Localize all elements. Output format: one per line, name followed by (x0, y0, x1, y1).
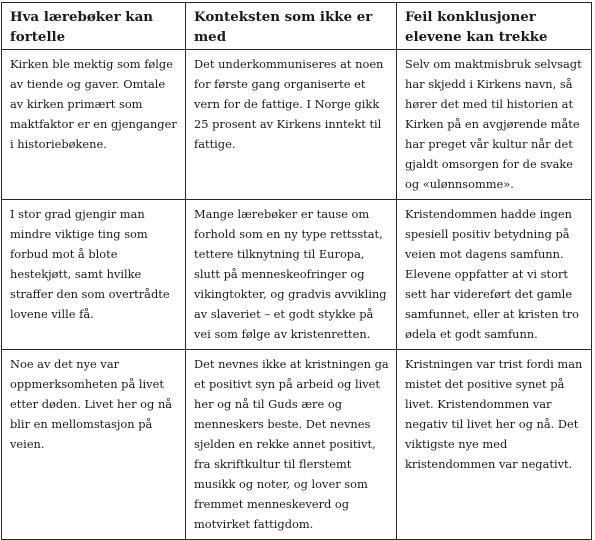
table-row (2, 350, 592, 540)
table-cell: Noe av det nye var oppmerksomheten på livet etter døden. Livet her og nå blir en mellomstasjon på veien. (2, 350, 186, 540)
table-header (2, 3, 592, 50)
table-cell: I stor grad gjengir man mindre viktige ting som forbud mot å blote hestekjøtt, samt hvilke straffer den som overtrådte lovene ville få. (2, 200, 186, 350)
table-cell: Mange lærebøker er tause om forhold som en ny type rettsstat, tettere tilknytning til Europa, slutt på menneskeofringer og vikingtokter, og gradvis avvikling av slaveriet – et godt stykke på vei som følge av kristenretten. (186, 200, 397, 350)
table-cell: Kristningen var trist fordi man mistet det positive synet på livet. Kristendommen var negativ til livet her og nå. Det viktigste nye med kristendommen var negativt. (397, 350, 592, 540)
table-row (2, 200, 592, 350)
column-header-missing-context: Konteksten som ikke er med (186, 3, 397, 50)
column-header-textbooks: Hva lærebøker kan fortelle (2, 3, 186, 50)
table-body (2, 50, 592, 540)
table-cell: Kirken ble mektig som følge av tiende og gaver. Omtale av kirken primært som maktfaktor er en gjenganger i historiebøkene. (2, 50, 186, 200)
table-cell: Selv om maktmisbruk selvsagt har skjedd i Kirkens navn, så hører det med til historien at Kirken på en avgjørende måte har preget vår kultur når det gjaldt omsorgen for de svake og «ulønnsomme». (397, 50, 592, 200)
comparison-table (1, 2, 592, 540)
table-cell: Det nevnes ikke at kristningen ga et positivt syn på arbeid og livet her og nå til Guds ære og menneskers beste. Det nevnes sjelden en rekke annet positivt, fra skriftkultur til flerstemt musikk og noter, og lover som fremmet menneskeverd og motvirket fattigdom. (186, 350, 397, 540)
table-row (2, 50, 592, 200)
table-cell: Kristendommen hadde ingen spesiell positiv betydning på veien mot dagens samfunn. Elevene oppfatter at vi stort sett har videreført det gamle samfunnet, eller at kristen tro ødela et godt samfunn. (397, 200, 592, 350)
header-row (2, 3, 592, 50)
column-header-wrong-conclusions: Feil konklusjoner elevene kan trekke (397, 3, 592, 50)
table-cell: Det underkommuniseres at noen for første gang organiserte et vern for de fattige. I Norge gikk 25 prosent av Kirkens inntekt til fattige. (186, 50, 397, 200)
